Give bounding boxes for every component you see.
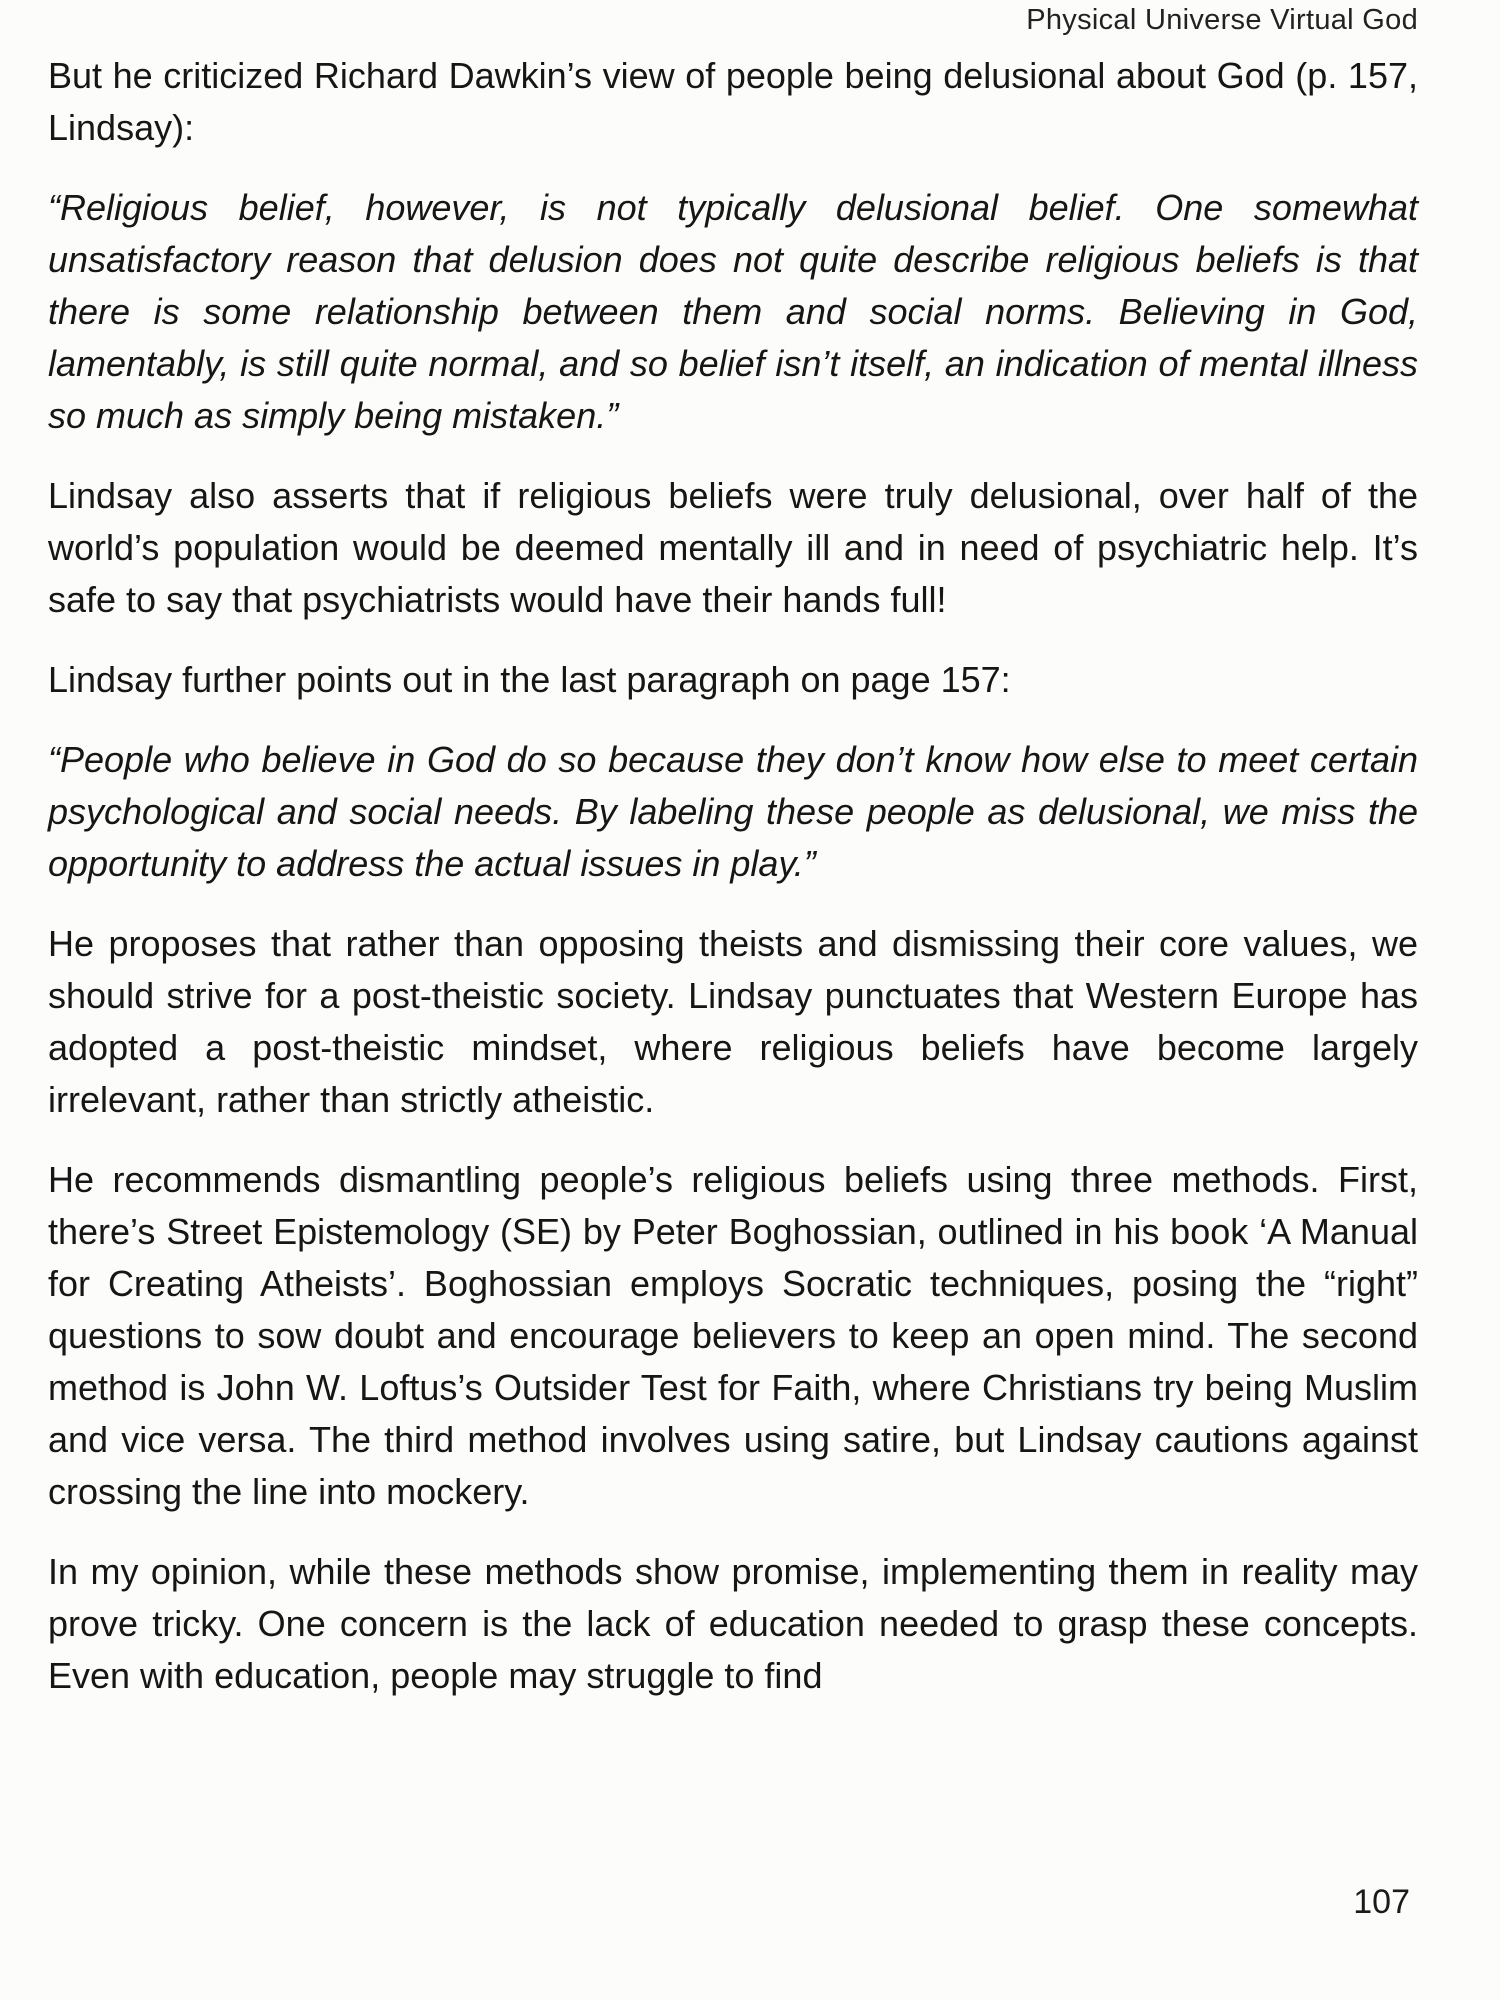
page-number: 107 [1353,1883,1410,1921]
running-header: Physical Universe Virtual God [1026,4,1418,36]
paragraph: Lindsay further points out in the last paragraph on page 157: [48,659,1011,700]
block-quote: “Religious belief, however, is not typically delusional belief. One somewhat unsatisfactory reason that delusion does not quite describe religious beliefs is that there is some relationship between them and social norms. Believing in God, lamentably, is still quite normal, and so belief isn’t itself, an indication of mental illness so much as simply being mistaken.” [48,187,1418,436]
paragraph: He proposes that rather than opposing theists and dismissing their core values, we should strive for a post-theistic society. Lindsay punctuates that Western Europe has adopted a post-theistic mindset, where religious beliefs have become largely irrelevant, rather than strictly atheistic. [48,923,1418,1120]
paragraph: But he criticized Richard Dawkin’s view of people being delusional about God (p. 157, Lindsay): [48,55,1418,148]
block-quote: “People who believe in God do so because they don’t know how else to meet certain psychological and social needs. By labeling these people as delusional, we miss the opportunity to address the actual issues in play.” [48,739,1418,884]
paragraph: In my opinion, while these methods show promise, implementing them in reality may prove tricky. One concern is the lack of education needed to grasp these concepts. Even with education, people may struggle to find [48,1551,1418,1696]
paragraph: Lindsay also asserts that if religious beliefs were truly delusional, over half of the world’s population would be deemed mentally ill and in need of psychiatric help. It’s safe to say that psychiatrists would have their hands full! [48,475,1418,620]
body-text [48,50,1418,1730]
paragraph: He recommends dismantling people’s religious beliefs using three methods. First, there’s Street Epistemology (SE) by Peter Boghossian, outlined in his book ‘A Manual for Creating Atheists’. Boghossian employs Socratic techniques, posing the “right” questions to sow doubt and encourage believers to keep an open mind. The second method is John W. Loftus’s Outsider Test for Faith, where Christians try being Muslim and vice versa. The third method involves using satire, but Lindsay cautions against crossing the line into mockery. [48,1159,1418,1512]
